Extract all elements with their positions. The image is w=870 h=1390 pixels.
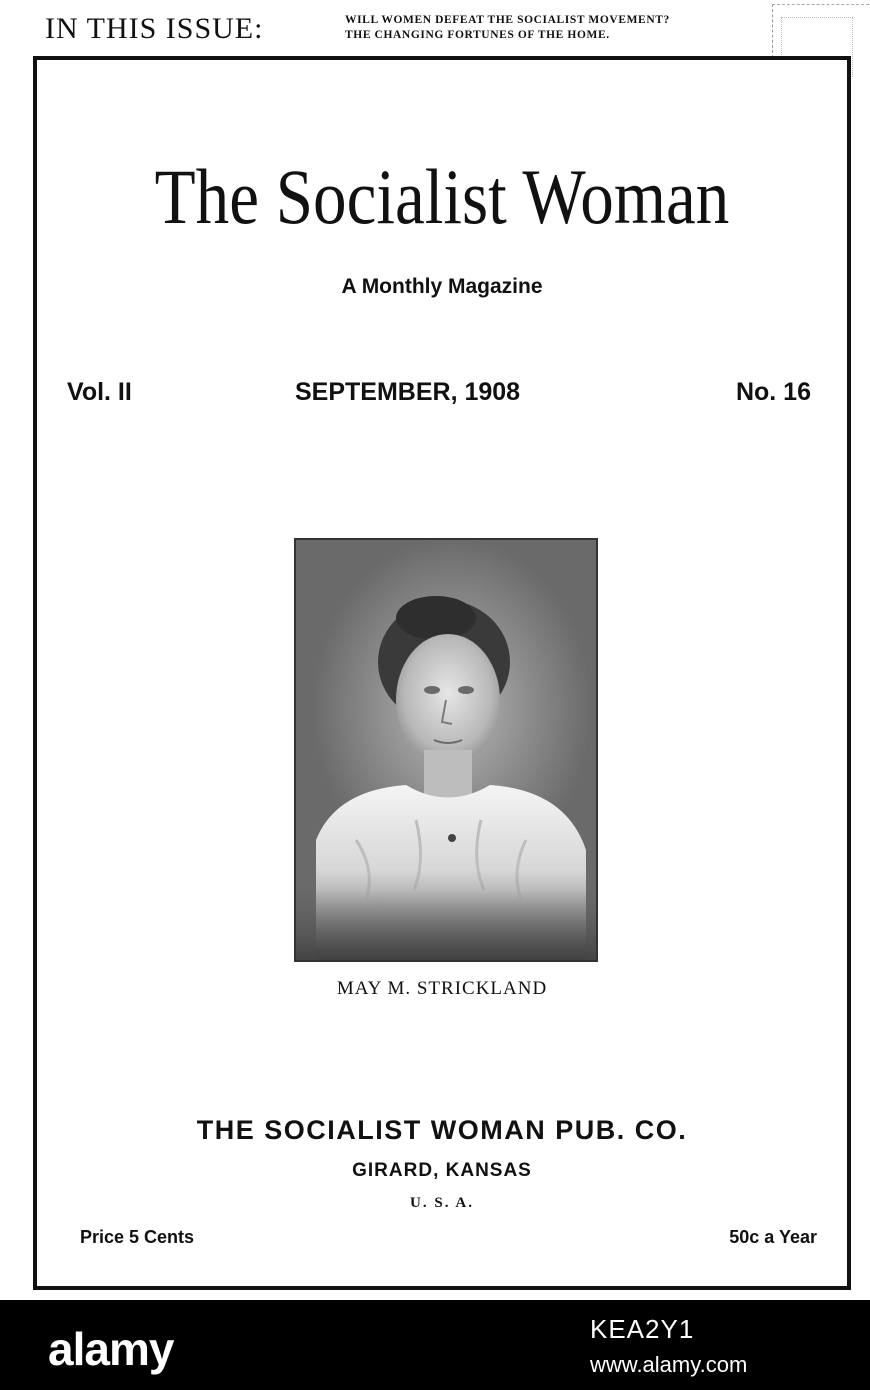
issue-headline: THE CHANGING FORTUNES OF THE HOME.	[345, 29, 610, 41]
volume-number: Vol. II	[67, 378, 132, 406]
magazine-subtitle: A Monthly Magazine	[341, 275, 543, 298]
publisher-country: U. S. A.	[410, 1195, 474, 1211]
publisher-location: GIRARD, KANSAS	[352, 1160, 532, 1181]
publisher-name: THE SOCIALIST WOMAN PUB. CO.	[196, 1115, 688, 1145]
watermark-image-id: KEA2Y1	[590, 1314, 695, 1344]
watermark-url: www.alamy.com	[590, 1352, 748, 1377]
issue-banner	[0, 0, 870, 52]
brooch-shape	[448, 834, 456, 842]
single-copy-price: Price 5 Cents	[80, 1227, 195, 1247]
yearly-subscription-price: 50c a Year	[729, 1227, 817, 1247]
watermark-bar	[0, 1300, 870, 1390]
issue-label: IN THIS ISSUE:	[45, 12, 264, 45]
face-shape	[396, 634, 500, 766]
issue-headline: WILL WOMEN DEFEAT THE SOCIALIST MOVEMENT?	[345, 14, 670, 26]
watermark-logo: alamy	[48, 1323, 174, 1375]
portrait-photo	[294, 538, 598, 962]
portrait-illustration	[296, 540, 596, 960]
issue-number: No. 16	[735, 378, 811, 406]
issue-headlines	[345, 13, 670, 43]
magazine-title: The Socialist Woman	[154, 153, 730, 240]
issue-date: SEPTEMBER, 1908	[295, 378, 521, 406]
portrait-caption: MAY M. STRICKLAND	[336, 978, 548, 999]
magazine-cover	[33, 56, 851, 1290]
